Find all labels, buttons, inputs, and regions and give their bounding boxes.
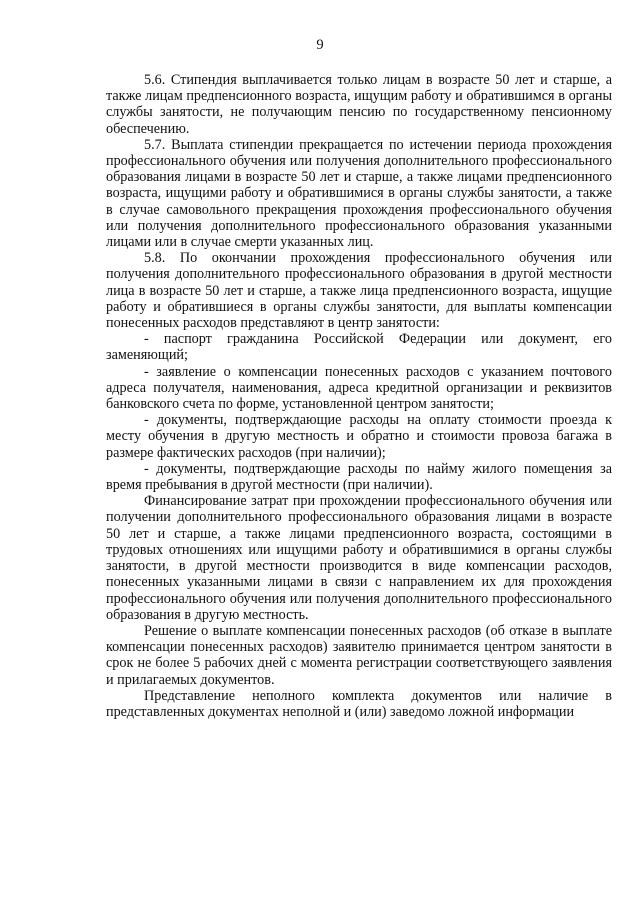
list-item-passport: - паспорт гражданина Российской Федерации или документ, его заменяющий;: [106, 331, 612, 364]
paragraph-5-7: 5.7. Выплата стипендии прекращается по истечении периода прохождения профессионального обучения или получения дополнительного профессионального образования лицами в возрасте 50 лет и старше, а также лицами предпенсионного возраста, ищущими работу и обратившимися в органы службы занятости, а также в случае самовольного прекращения прохождения профессионального обучения или получения дополнительного профессионального образования указанными лицами или в случае смерти указанных лиц.: [106, 136, 612, 251]
paragraph-incomplete-documents: Представление неполного комплекта документов или наличие в представленных документах неполной и (или) заведомо ложной информации: [106, 687, 612, 720]
paragraph-5-6: 5.6. Стипендия выплачивается только лицам в возрасте 50 лет и старше, а также лицам предпенсионного возраста, ищущим работу и обратившимся в органы службы занятости, не получающим пенсию по государственному пенсионному обеспечению.: [106, 72, 612, 137]
paragraph-financing: Финансирование затрат при прохождении профессионального обучения или получении дополнительного профессионального образования лицами в возрасте 50 лет и старше, а также лицами предпенсионного возраста, состоящими в трудовых отношениях или ищущими работу и обратившимися в органы службы занятости, в другой местности производится в виде компенсации расходов, понесенных указанными лицами в связи с направлением их для прохождения профессионального обучения или получения дополнительного профессионального образования в другую местность.: [106, 493, 612, 623]
page-number: 9: [316, 37, 324, 53]
list-item-travel-expenses: - документы, подтверждающие расходы на оплату стоимости проезда к месту обучения в другую местность и обратно и стоимости провоза багажа в размере фактических расходов (при наличии);: [106, 412, 612, 461]
paragraph-5-8: 5.8. По окончании прохождения профессионального обучения или получения дополнительного профессионального образования в другой местности лица в возрасте 50 лет и старше, а также лица предпенсионного возраста, ищущие работу и обратившиеся в органы службы занятости, для выплаты компенсации понесенных расходов представляют в центр занятости:: [106, 250, 612, 332]
paragraph-decision: Решение о выплате компенсации понесенных расходов (об отказе в выплате компенсации понесенных расходов) заявителю принимается центром занятости в срок не более 5 рабочих дней с момента регистрации соответствующего заявления и прилагаемых документов.: [106, 622, 612, 688]
list-item-application: - заявление о компенсации понесенных расходов с указанием почтового адреса получателя, наименования, адреса кредитной организации и реквизитов банковского счета по форме, установленной центром занятости;: [106, 363, 612, 413]
document-body: [106, 72, 612, 720]
list-item-housing-expenses: - документы, подтверждающие расходы по найму жилого помещения за время пребывания в другой местности (при наличии).: [106, 460, 612, 494]
